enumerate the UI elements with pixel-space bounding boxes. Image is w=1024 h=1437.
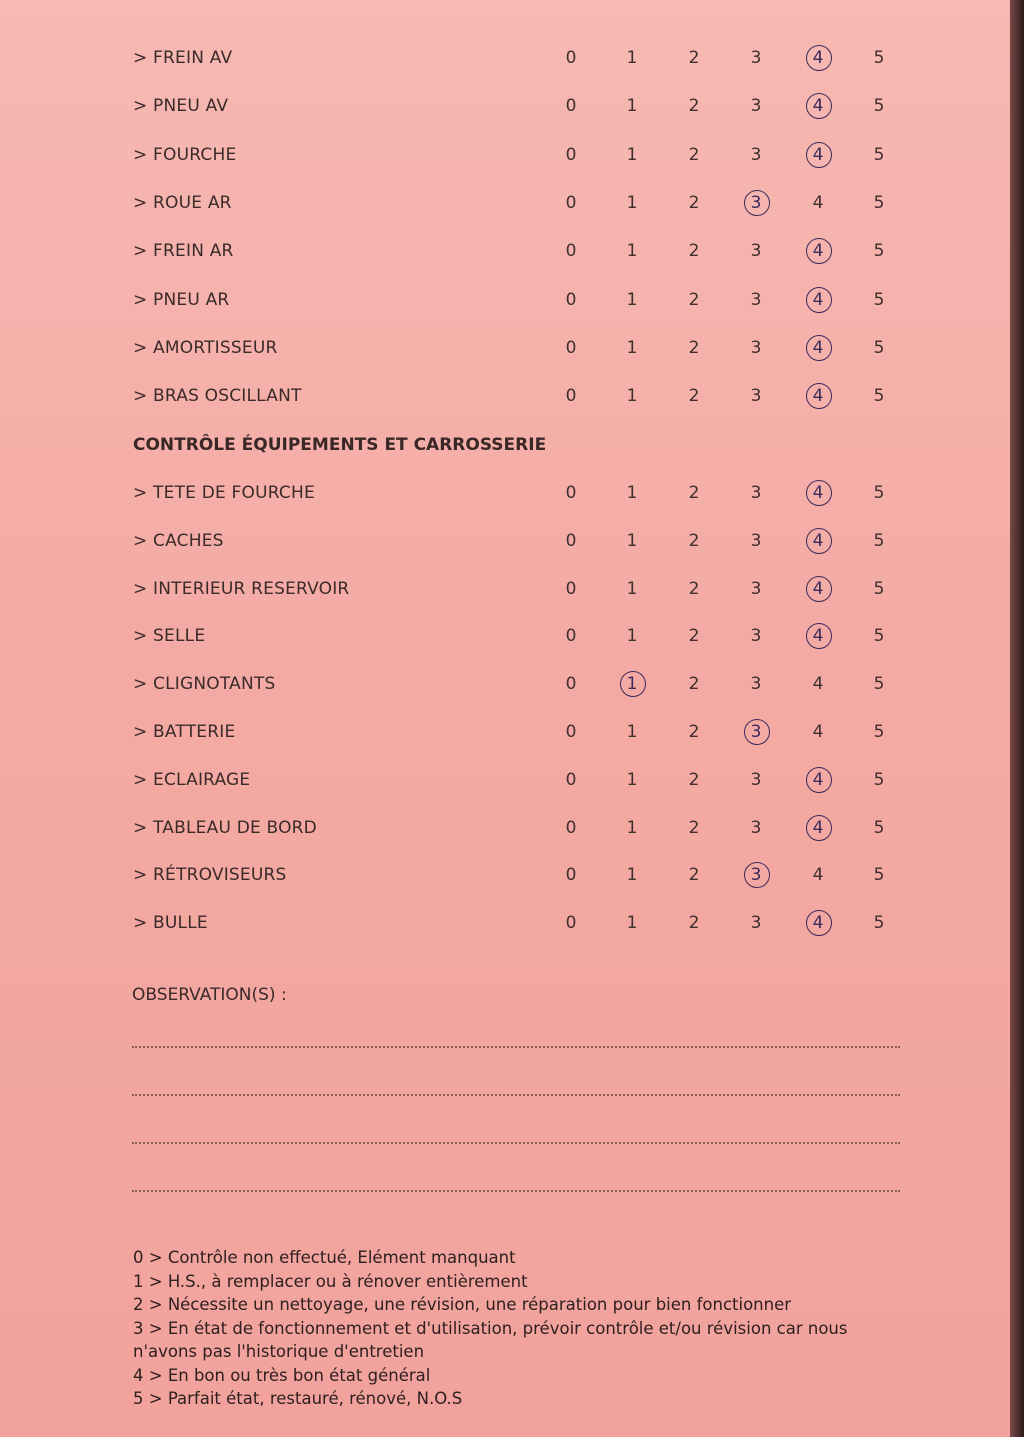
score-option-1[interactable]: 1 (626, 144, 638, 165)
score-option-2[interactable]: 2 (688, 289, 700, 310)
score-option-1[interactable]: 1 (626, 722, 638, 742)
score-option-1[interactable]: 1 (626, 817, 638, 838)
score-option-4[interactable]: 4 (812, 337, 824, 358)
score-option-0[interactable]: 0 (565, 626, 577, 647)
score-option-2[interactable]: 2 (688, 865, 700, 886)
score-option-3[interactable]: 3 (750, 913, 762, 934)
score-option-3[interactable]: 3 (750, 483, 762, 503)
score-option-4[interactable]: 4 (812, 241, 824, 262)
score-option-1[interactable]: 1 (626, 241, 638, 262)
score-option-5[interactable]: 5 (873, 865, 885, 886)
checklist-row (0, 622, 1010, 652)
score-option-3[interactable]: 3 (750, 530, 762, 551)
item-label: > BRAS OSCILLANT (133, 386, 302, 407)
item-label: > AMORTISSEUR (133, 337, 278, 358)
score-option-1[interactable]: 1 (626, 913, 638, 934)
item-label: > ROUE AR (133, 192, 232, 213)
score-option-2[interactable]: 2 (688, 578, 700, 599)
checklist-row (0, 527, 1010, 557)
score-option-5[interactable]: 5 (873, 769, 885, 790)
observation-line[interactable] (132, 1142, 900, 1144)
scoring-legend (133, 1246, 893, 1411)
score-option-1[interactable]: 1 (626, 674, 638, 695)
item-label: > FREIN AR (133, 241, 234, 262)
score-option-4[interactable]: 4 (812, 722, 824, 742)
score-option-5[interactable]: 5 (873, 241, 885, 262)
legend-line: 2 > Nécessite un nettoyage, une révision, une réparation pour bien fonctionner (133, 1295, 792, 1314)
score-option-5[interactable]: 5 (873, 48, 885, 68)
checklist-row (0, 861, 1010, 891)
legend-line: 1 > H.S., à remplacer ou à rénover entièrement (133, 1271, 528, 1291)
checklist-row (0, 334, 1010, 364)
observations-label: OBSERVATION(S) : (132, 985, 287, 1005)
legend-line: 4 > En bon ou très bon état général (133, 1365, 431, 1385)
score-option-4[interactable]: 4 (812, 48, 824, 68)
score-option-3[interactable]: 3 (750, 144, 762, 165)
item-label: > SELLE (133, 626, 206, 647)
score-option-2[interactable]: 2 (688, 241, 700, 262)
section-title: CONTRÔLE ÉQUIPEMENTS ET CARROSSERIE (133, 435, 547, 455)
score-option-2[interactable]: 2 (688, 337, 700, 358)
checklist-row (0, 141, 1010, 171)
observation-line[interactable] (132, 1094, 900, 1096)
score-option-5[interactable]: 5 (873, 192, 885, 213)
score-option-5[interactable]: 5 (873, 483, 885, 503)
score-option-3[interactable]: 3 (750, 386, 762, 407)
score-option-1[interactable]: 1 (626, 48, 638, 68)
score-option-0[interactable]: 0 (565, 913, 577, 934)
score-option-3[interactable]: 3 (750, 96, 762, 117)
score-option-4[interactable]: 4 (812, 144, 824, 165)
page-edge-shadow (1010, 0, 1024, 1437)
score-option-0[interactable]: 0 (565, 386, 577, 407)
item-label: > PNEU AV (133, 96, 229, 117)
checklist-row (0, 189, 1010, 219)
item-label: > TABLEAU DE BORD (133, 817, 317, 838)
score-option-5[interactable]: 5 (873, 386, 885, 407)
score-option-0[interactable]: 0 (565, 817, 577, 838)
score-option-5[interactable]: 5 (873, 337, 885, 358)
score-option-0[interactable]: 0 (565, 530, 577, 551)
item-label: > FOURCHE (133, 144, 237, 165)
checklist-row (0, 237, 1010, 267)
score-option-2[interactable]: 2 (688, 769, 700, 790)
score-option-1[interactable]: 1 (626, 289, 638, 310)
score-option-1[interactable]: 1 (626, 192, 638, 213)
score-option-3[interactable]: 3 (750, 289, 762, 310)
item-label: > ECLAIRAGE (133, 769, 251, 790)
score-option-5[interactable]: 5 (873, 626, 885, 647)
legend-line: 3 > En état de fonctionnement et d'utilisation, prévoir contrôle et/ou révision car nous (133, 1318, 848, 1338)
legend-line: n'avons pas l'historique d'entretien (133, 1342, 425, 1361)
checklist-row (0, 382, 1010, 412)
score-option-3[interactable]: 3 (750, 865, 762, 886)
score-option-0[interactable]: 0 (565, 48, 577, 68)
score-option-3[interactable]: 3 (750, 817, 762, 838)
observation-line[interactable] (132, 1046, 900, 1048)
score-option-2[interactable]: 2 (688, 913, 700, 934)
checklist-row (0, 670, 1010, 700)
score-option-0[interactable]: 0 (565, 674, 577, 695)
checklist-row (0, 766, 1010, 796)
score-option-5[interactable]: 5 (873, 817, 885, 838)
score-option-4[interactable]: 4 (812, 578, 824, 599)
score-option-1[interactable]: 1 (626, 483, 638, 503)
score-option-0[interactable]: 0 (565, 578, 577, 599)
item-label: > CACHES (133, 530, 224, 551)
score-option-0[interactable]: 0 (565, 483, 577, 503)
score-option-2[interactable]: 2 (688, 192, 700, 213)
score-option-5[interactable]: 5 (873, 722, 885, 742)
item-label: > FREIN AV (133, 48, 233, 68)
score-option-1[interactable]: 1 (626, 386, 638, 407)
score-option-3[interactable]: 3 (750, 674, 762, 695)
score-option-0[interactable]: 0 (565, 96, 577, 117)
score-option-3[interactable]: 3 (750, 722, 762, 742)
score-option-3[interactable]: 3 (750, 578, 762, 599)
score-option-3[interactable]: 3 (750, 48, 762, 68)
checklist-row (0, 286, 1010, 316)
score-option-2[interactable]: 2 (688, 530, 700, 551)
score-option-5[interactable]: 5 (873, 578, 885, 599)
score-option-2[interactable]: 2 (688, 817, 700, 838)
score-option-3[interactable]: 3 (750, 769, 762, 790)
checklist-row (0, 44, 1010, 74)
score-option-0[interactable]: 0 (565, 337, 577, 358)
item-label: > CLIGNOTANTS (133, 674, 276, 695)
score-option-2[interactable]: 2 (688, 96, 700, 117)
score-option-1[interactable]: 1 (626, 96, 638, 117)
score-option-3[interactable]: 3 (750, 626, 762, 647)
score-option-2[interactable]: 2 (688, 48, 700, 68)
score-option-3[interactable]: 3 (750, 241, 762, 262)
checklist-row (0, 718, 1010, 748)
score-option-4[interactable]: 4 (812, 483, 824, 503)
score-option-4[interactable]: 4 (812, 386, 824, 407)
score-option-4[interactable]: 4 (812, 289, 824, 310)
score-option-1[interactable]: 1 (626, 337, 638, 358)
score-option-3[interactable]: 3 (750, 337, 762, 358)
score-option-2[interactable]: 2 (688, 483, 700, 503)
score-option-4[interactable]: 4 (812, 769, 824, 790)
item-label: > INTERIEUR RESERVOIR (133, 578, 350, 599)
checklist-row (0, 814, 1010, 844)
score-option-0[interactable]: 0 (565, 241, 577, 262)
observation-line[interactable] (132, 1190, 900, 1192)
score-option-0[interactable]: 0 (565, 289, 577, 310)
score-option-0[interactable]: 0 (565, 769, 577, 790)
score-option-5[interactable]: 5 (873, 674, 885, 695)
item-label: > RÉTROVISEURS (133, 865, 287, 886)
score-option-5[interactable]: 5 (873, 96, 885, 117)
score-option-5[interactable]: 5 (873, 144, 885, 165)
score-option-4[interactable]: 4 (812, 530, 824, 551)
score-option-5[interactable]: 5 (873, 913, 885, 934)
score-option-4[interactable]: 4 (812, 192, 824, 213)
score-option-5[interactable]: 5 (873, 530, 885, 551)
score-option-1[interactable]: 1 (626, 626, 638, 647)
score-option-4[interactable]: 4 (812, 626, 824, 647)
score-option-0[interactable]: 0 (565, 865, 577, 886)
item-label: > BATTERIE (133, 722, 236, 742)
score-option-4[interactable]: 4 (812, 817, 824, 838)
legend-line: 0 > Contrôle non effectué, Elément manquant (133, 1248, 516, 1267)
score-option-3[interactable]: 3 (750, 192, 762, 213)
item-label: > BULLE (133, 913, 208, 934)
checklist-row (0, 92, 1010, 122)
score-option-4[interactable]: 4 (812, 865, 824, 886)
score-option-2[interactable]: 2 (688, 722, 700, 742)
score-option-0[interactable]: 0 (565, 192, 577, 213)
score-option-1[interactable]: 1 (626, 769, 638, 790)
score-option-4[interactable]: 4 (812, 913, 824, 934)
score-option-2[interactable]: 2 (688, 674, 700, 695)
score-option-0[interactable]: 0 (565, 722, 577, 742)
score-option-1[interactable]: 1 (626, 578, 638, 599)
score-option-2[interactable]: 2 (688, 144, 700, 165)
checklist-row (0, 909, 1010, 939)
score-option-2[interactable]: 2 (688, 626, 700, 647)
score-option-4[interactable]: 4 (812, 674, 824, 695)
item-label: > PNEU AR (133, 289, 230, 310)
score-option-1[interactable]: 1 (626, 530, 638, 551)
score-option-0[interactable]: 0 (565, 144, 577, 165)
score-option-4[interactable]: 4 (812, 96, 824, 117)
score-option-2[interactable]: 2 (688, 386, 700, 407)
score-option-1[interactable]: 1 (626, 865, 638, 886)
checklist-row (0, 479, 1010, 509)
item-label: > TETE DE FOURCHE (133, 483, 315, 503)
checklist-row (0, 575, 1010, 605)
legend-line: 5 > Parfait état, restauré, rénové, N.O.S (133, 1389, 463, 1408)
score-option-5[interactable]: 5 (873, 289, 885, 310)
